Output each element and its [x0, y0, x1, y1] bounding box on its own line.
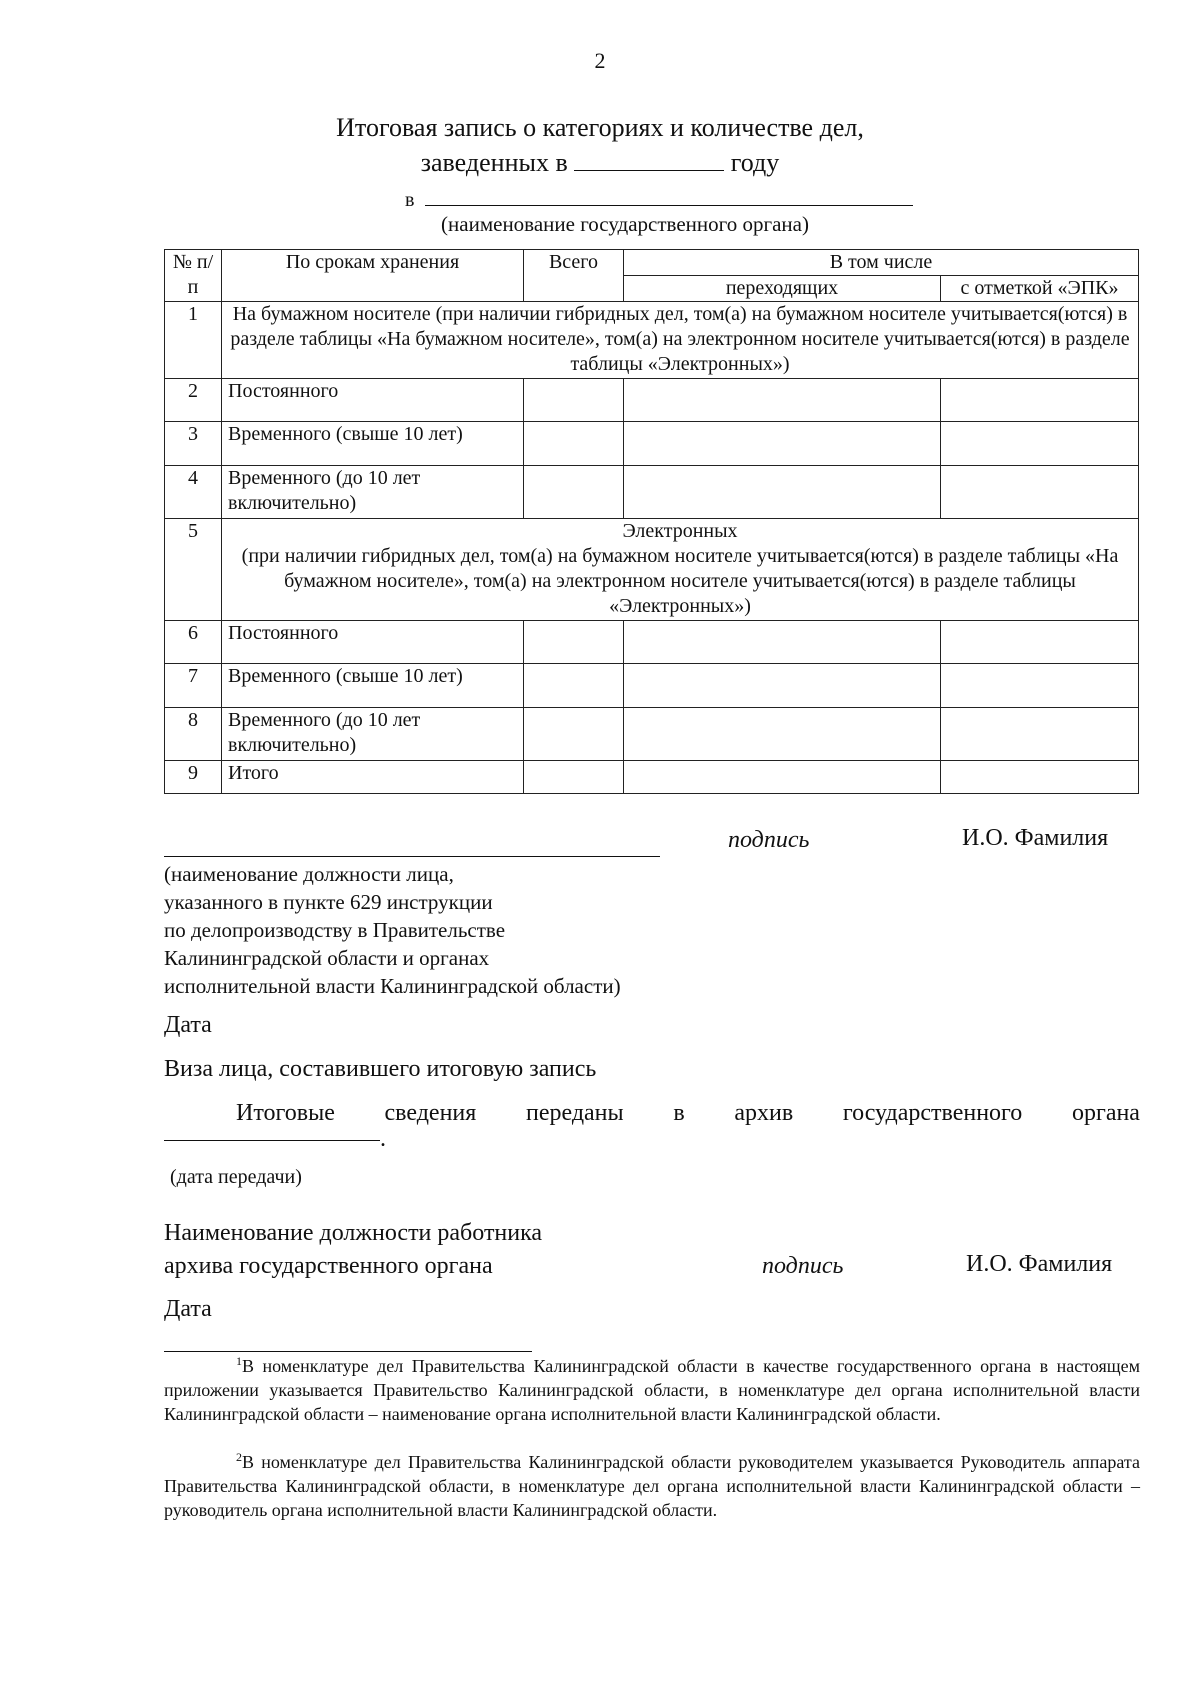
transfer-word: в: [673, 1100, 685, 1126]
archive-position-line1: Наименование должности работника: [164, 1220, 543, 1246]
table-row: [165, 761, 1139, 794]
footnote-mark: 2: [236, 1450, 242, 1464]
cell-epk[interactable]: [941, 621, 1139, 664]
table-row: [165, 379, 1139, 422]
org-caption: (наименование государственного органа): [441, 212, 809, 236]
transfer-word: переданы: [525, 1100, 624, 1126]
table-row: [165, 708, 1139, 761]
table-row: [165, 302, 1139, 379]
page-number: 2: [594, 48, 606, 73]
year-blank-line: [574, 148, 724, 171]
archive-signature-label: подпись: [762, 1253, 844, 1279]
header-epk: с отметкой «ЭПК»: [941, 276, 1139, 302]
position-caption-line: по делопроизводству в Правительстве: [164, 918, 506, 942]
position-caption-line: (наименование должности лица,: [164, 862, 454, 886]
document-title: Итоговая запись о категориях и количестве дел,: [336, 113, 864, 142]
table-row: [165, 519, 1139, 621]
section-paper-label: На бумажном носителе (при наличии гибридных дел, том(а) на бумажном носителе учитывается(ются) в разделе таблицы «На бумажном носителе», том(а) на электронном носителе учитывается(ются) в разделе таблицы «Электронных»): [222, 302, 1139, 379]
cell-total[interactable]: [524, 379, 624, 422]
row-number: 7: [165, 664, 222, 708]
org-blank-line: [425, 183, 913, 206]
cell-epk[interactable]: [941, 466, 1139, 519]
cell-total[interactable]: [524, 422, 624, 466]
footnote-text: В номенклатуре дел Правительства Калининградской области руководителем указывается Руководитель аппарата Правительства Калининградской области, в номенклатуре дел органа исполнительной власти Калининградской области – руководитель органа исполнительной власти Калининградской области.: [164, 1452, 1140, 1520]
cell-total[interactable]: [524, 621, 624, 664]
cell-transitional[interactable]: [624, 664, 941, 708]
row-label: Постоянного: [222, 621, 524, 664]
position-caption-line: исполнительной власти Калининградской области): [164, 974, 621, 998]
archive-position-line2: архива государственного органа: [164, 1253, 493, 1279]
table-row: [165, 466, 1139, 519]
cell-total[interactable]: [524, 708, 624, 761]
row-number: 5: [165, 519, 222, 621]
row-label: Временного (до 10 лет включительно): [222, 708, 524, 761]
cell-transitional[interactable]: [624, 379, 941, 422]
cell-total[interactable]: [524, 466, 624, 519]
header-transitional: переходящих: [624, 276, 941, 302]
cell-epk[interactable]: [941, 422, 1139, 466]
cell-transitional[interactable]: [624, 761, 941, 794]
transfer-word: архив: [734, 1100, 794, 1126]
row-number: 3: [165, 422, 222, 466]
row-label: Временного (до 10 лет включительно): [222, 466, 524, 519]
archive-name-label: И.О. Фамилия: [966, 1251, 1113, 1277]
row-number: 8: [165, 708, 222, 761]
footnote-text: В номенклатуре дел Правительства Калининградской области в качестве государственного органа в настоящем приложении указывается Правительство Калининградской области, в номенклатуре дел органа исполнительной власти Калининградской области – наименование органа исполнительной власти Калининградской области.: [164, 1356, 1140, 1424]
org-name-line: [405, 183, 913, 212]
summary-table: [164, 249, 1139, 794]
transfer-end-mark: .: [380, 1126, 386, 1152]
row-number: 2: [165, 379, 222, 422]
transfer-word: государственного: [842, 1100, 1023, 1126]
visa-label: Виза лица, составившего итоговую запись: [164, 1056, 597, 1082]
position-caption-line: указанного в пункте 629 инструкции: [164, 890, 493, 914]
title-before-year: заведенных в: [420, 148, 568, 177]
cell-epk[interactable]: [941, 664, 1139, 708]
footnote-mark: 1: [236, 1354, 242, 1368]
name-label: И.О. Фамилия: [962, 825, 1109, 851]
footnote-2: [164, 1450, 1140, 1522]
position-caption: [164, 860, 621, 1000]
transfer-word: сведения: [384, 1100, 477, 1126]
cell-epk[interactable]: [941, 761, 1139, 794]
transfer-word: Итоговые: [236, 1100, 335, 1126]
table-row: [165, 621, 1139, 664]
cell-total[interactable]: [524, 761, 624, 794]
row-number: 6: [165, 621, 222, 664]
cell-transitional[interactable]: [624, 708, 941, 761]
transfer-word: органа: [1071, 1100, 1140, 1126]
row-label: Постоянного: [222, 379, 524, 422]
position-blank-line: [164, 856, 660, 857]
row-label: Итого: [222, 761, 524, 794]
cell-transitional[interactable]: [624, 422, 941, 466]
cell-epk[interactable]: [941, 379, 1139, 422]
table-row: [165, 664, 1139, 708]
footnote-separator: [164, 1351, 532, 1352]
cell-transitional[interactable]: [624, 621, 941, 664]
section-electronic: [222, 519, 1139, 621]
row-label: Временного (свыше 10 лет): [222, 422, 524, 466]
section-electronic-note: (при наличии гибридных дел, том(а) на бумажном носителе учитывается(ются) в разделе таблицы «На бумажном носителе», том(а) на электронном носителе учитывается(ются) в разделе таблицы «Электронных»): [241, 545, 1119, 617]
signature-label: подпись: [728, 827, 810, 853]
transfer-statement: [236, 1100, 1140, 1127]
section-electronic-title: Электронных: [622, 520, 738, 542]
footnote-1: [164, 1354, 1140, 1426]
table-row: [165, 422, 1139, 466]
transfer-date-blank-line: [164, 1140, 380, 1141]
cell-epk[interactable]: [941, 708, 1139, 761]
cell-total[interactable]: [524, 664, 624, 708]
document-subtitle: [0, 148, 1200, 178]
header-num: № п/п: [165, 250, 222, 302]
header-total: Всего: [524, 250, 624, 302]
row-number: 1: [165, 302, 222, 379]
cell-transitional[interactable]: [624, 466, 941, 519]
row-number: 9: [165, 761, 222, 794]
transfer-date-caption: (дата передачи): [170, 1166, 302, 1188]
row-label: Временного (свыше 10 лет): [222, 664, 524, 708]
row-number: 4: [165, 466, 222, 519]
header-storage: По срокам хранения: [222, 250, 524, 302]
date-label: Дата: [164, 1012, 212, 1038]
position-caption-line: Калининградской области и органах: [164, 946, 490, 970]
date-label-2: Дата: [164, 1296, 212, 1322]
org-prefix: в: [405, 189, 415, 211]
header-including: В том числе: [624, 250, 1139, 276]
title-after-year: году: [730, 148, 780, 177]
